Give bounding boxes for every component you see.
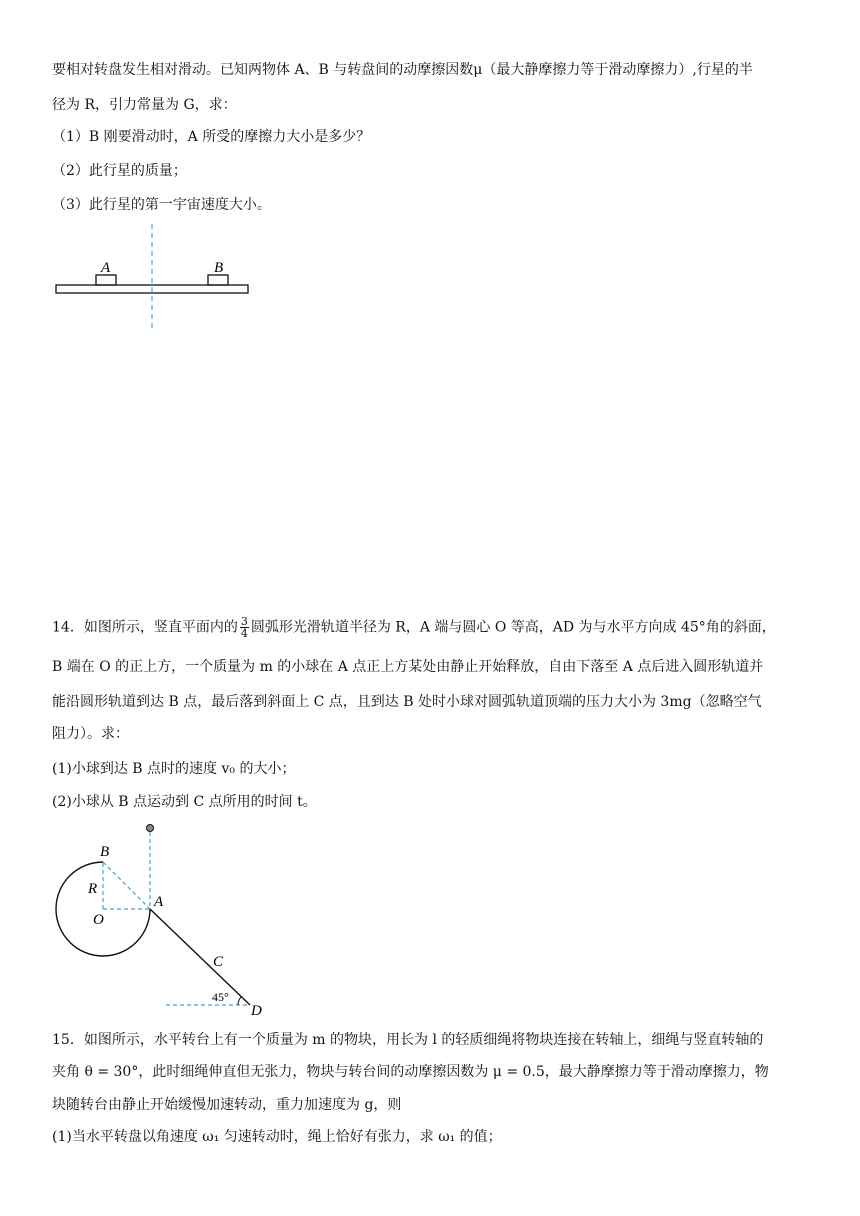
q13-text-line-2: 径为 R，引力常量为 G，求： xyxy=(52,97,237,113)
q14-subquestion-2: (2)小球从 B 点运动到 C 点所用的时间 t。 xyxy=(52,794,317,810)
block-a xyxy=(96,275,116,285)
block-b xyxy=(208,275,228,285)
q14-text-line-3: 能沿圆形轨道到达 B 点，最后落到斜面上 C 点，且到达 B 处时小球对圆弧轨道顶端的压力大小为 3mg（忽略空气 xyxy=(52,694,762,710)
chord-ba xyxy=(103,862,150,909)
q13-subquestion-2: （2）此行星的质量； xyxy=(52,163,187,179)
q15-subquestion-1: (1)当水平转盘以角速度 ω₁ 匀速转动时，绳上恰好有张力，求 ω₁ 的值； xyxy=(52,1129,502,1145)
fraction-denominator: 4 xyxy=(240,627,248,640)
q15-text-line-1: 15．如图所示，水平转台上有一个质量为 m 的物块，用长为 l 的轻质细绳将物块连接在转轴上，细绳与竖直转轴的 xyxy=(52,1032,764,1048)
q15-text-line-3: 块随转台由静止开始缓慢加速转动，重力加速度为 g，则 xyxy=(52,1097,402,1113)
label-a: A xyxy=(154,894,164,910)
q14-line1-pre: 14．如图所示，竖直平面内的 xyxy=(52,619,238,636)
label-o: O xyxy=(93,912,104,928)
fraction-numerator: 3 xyxy=(240,615,248,628)
label-b: B xyxy=(100,844,110,860)
q14-line1-post: 圆弧形光滑轨道半径为 R，A 端与圆心 O 等高，AD 为与水平方向成 45°角的斜面， xyxy=(250,619,776,636)
label-d: D xyxy=(251,1003,262,1019)
q14-text-line-2: B 端在 O 的正上方，一个质量为 m 的小球在 A 点正上方某处由静止开始释放，自由下落至 A 点后进入圆形轨道并 xyxy=(52,659,764,675)
q13-turntable-figure xyxy=(50,220,260,335)
label-angle: 45° xyxy=(212,990,229,1004)
ball xyxy=(147,825,154,832)
three-quarters-fraction xyxy=(240,616,249,639)
label-a: A xyxy=(101,260,111,276)
q13-subquestion-1: （1）B 刚要滑动时，A 所受的摩擦力大小是多少？ xyxy=(52,129,371,145)
q14-text-line-4: 阻力）。求： xyxy=(52,726,129,742)
q14-text-line-1 xyxy=(52,616,812,639)
label-c: C xyxy=(213,954,224,970)
q15-text-line-2: 夹角 θ = 30°，此时细绳伸直但无张力，物块与转台间的动摩擦因数为 μ = 0.5，最大静摩擦力等于滑动摩擦力，物 xyxy=(52,1064,769,1080)
label-r: R xyxy=(88,881,98,897)
q13-text-line-1: 要相对转盘发生相对滑动。已知两物体 A、B 与转盘间的动摩擦因数μ（最大静摩擦力等于滑动摩擦力）,行星的半 xyxy=(52,62,753,78)
q13-subquestion-3: （3）此行星的第一宇宙速度大小。 xyxy=(52,197,271,213)
label-b: B xyxy=(214,260,224,276)
angle-arc xyxy=(238,997,242,1006)
q14-subquestion-1: (1)小球到达 B 点时的速度 v₀ 的大小； xyxy=(52,761,296,777)
incline-ad xyxy=(150,909,250,1005)
q14-circular-track-figure xyxy=(48,820,278,1020)
